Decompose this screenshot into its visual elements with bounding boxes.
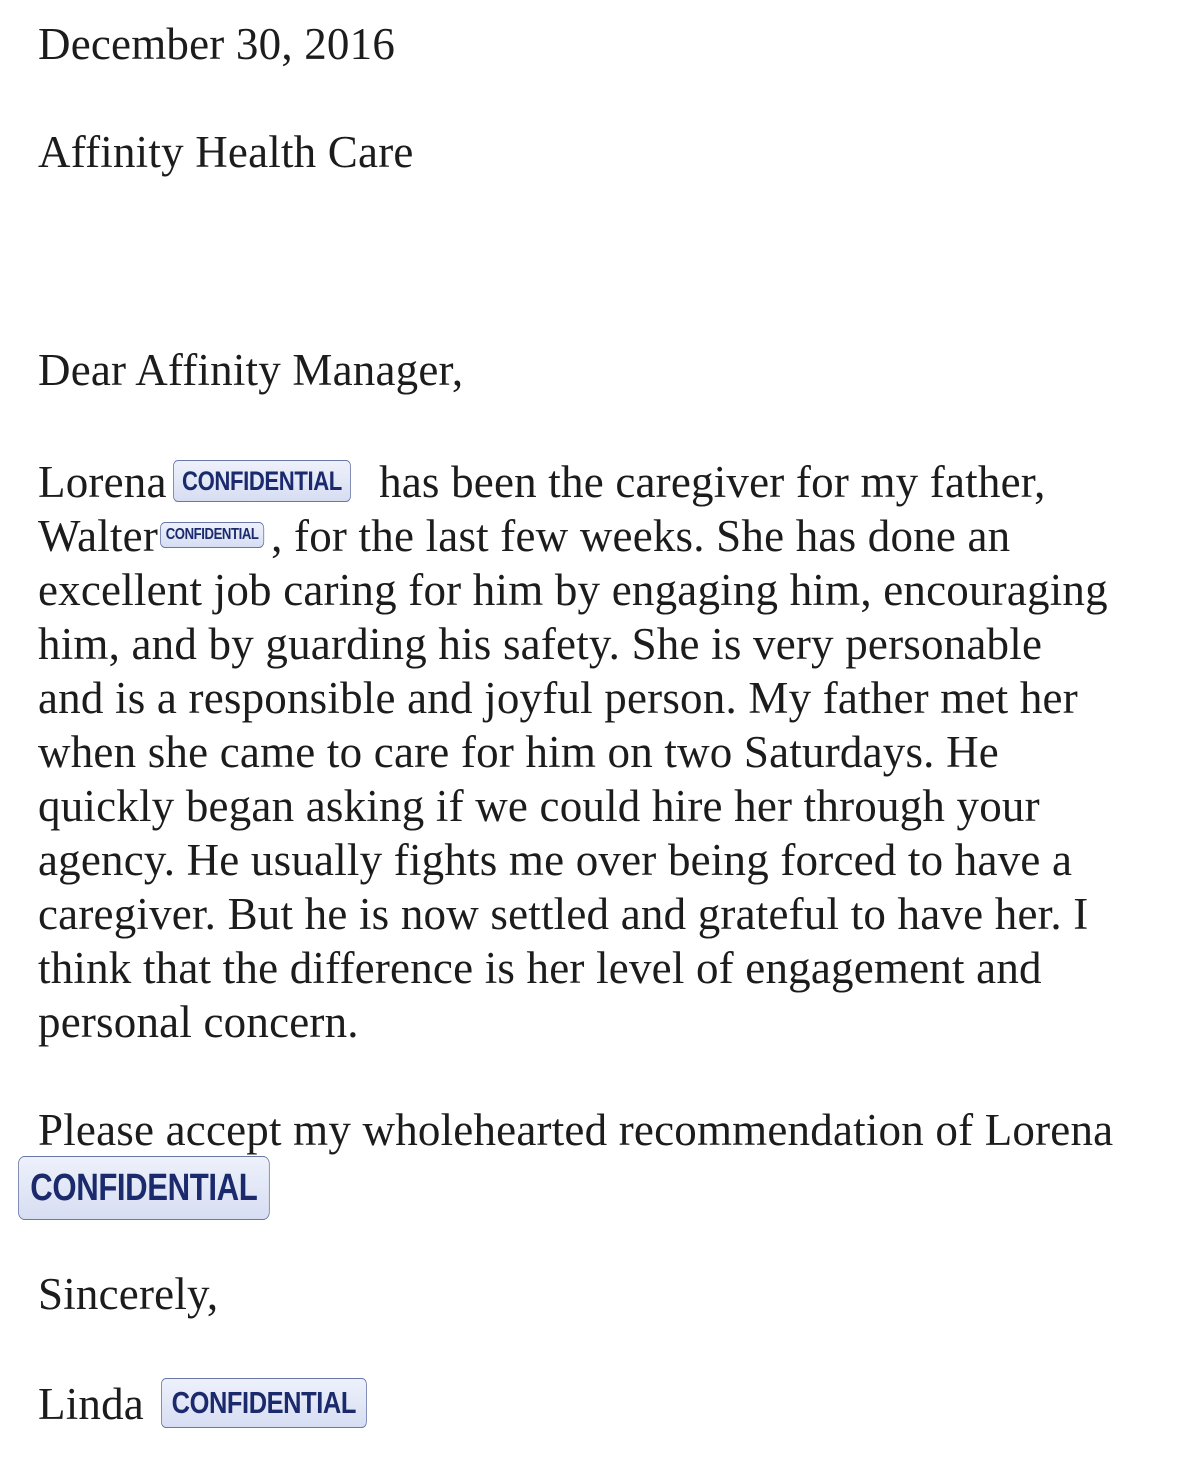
redaction-badge: CONFIDENTIAL [173,460,351,502]
body-line-text: has been the caregiver for my father, [379,457,1046,507]
salutation: Dear Affinity Manager, [38,345,464,395]
body-line [38,509,1108,563]
redaction-badge: CONFIDENTIAL [18,1156,270,1220]
body-line: agency. He usually fights me over being forced to have a [38,835,1073,885]
body-line: caregiver. But he is now settled and grateful to have her. I [38,889,1089,939]
body-paragraph-1 [38,455,1108,1049]
redaction-badge: CONFIDENTIAL [160,522,264,548]
father-first-name: Walter [38,511,159,561]
closing: Sincerely, [38,1269,219,1319]
letter-date: December 30, 2016 [38,19,396,69]
recipient-name: Affinity Health Care [38,127,414,177]
body-line: excellent job caring for him by engaging him, encouraging [38,565,1108,615]
body-line: when she came to care for him on two Saturdays. He [38,727,999,777]
body-line: personal concern. [38,997,359,1047]
caregiver-first-name: Lorena [38,457,167,507]
redaction-badge: CONFIDENTIAL [161,1378,367,1428]
body-line: him, and by guarding his safety. She is very personable [38,619,1043,669]
body-line: and is a responsible and joyful person. My father met her [38,673,1078,723]
body-line: think that the difference is her level of engagement and [38,943,1042,993]
body-line: quickly began asking if we could hire her through your [38,781,1040,831]
body-line [38,455,1108,509]
recommendation-line: Please accept my wholehearted recommendation of Lorena [38,1105,1114,1155]
signature-name: Linda [38,1379,144,1429]
body-line-text: , for the last few weeks. She has done an [271,511,1011,561]
